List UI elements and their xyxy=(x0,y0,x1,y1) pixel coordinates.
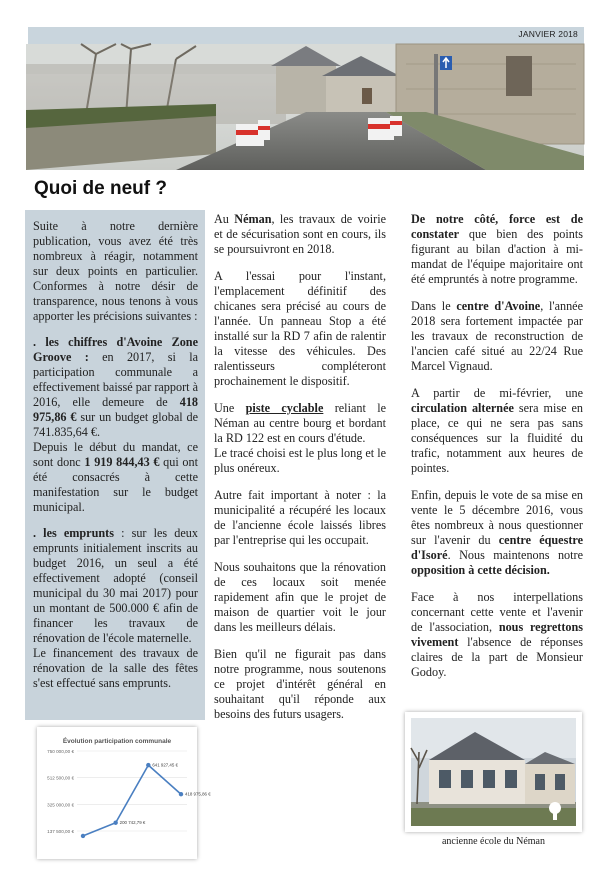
regrets: Face à nos interpellations concernant cette vente et l'avenir de l'association, nous regrettons vivement l'absence de réponses claires de la part de Monsieur Godoy. xyxy=(411,590,583,679)
hero-photo xyxy=(26,44,584,170)
old-school: Autre fait important à noter : la municipalité a récupéré les locaux de l'ancienne école laissés libres par l'entreprise qui les occupait. xyxy=(214,488,386,547)
info-sidebar xyxy=(25,210,205,720)
chart-y-tick-label: 137 500,00 € xyxy=(47,829,74,834)
sidebar-loans: . les emprunts : sur les deux emprunts initialement inscrits au budget 2016, un seul a été effectivement adopté (conseil municipal du 30 mai 2017) pour un montant de 500.000 € afin de financer les travaux de rénovation de l'école maternelle. xyxy=(33,526,198,645)
sidebar-intro: Suite à notre dernière publication, vous avez été très nombreux à réagir, notamment sur deux points en particulier. Conformes à notre désir de transparence, nous tenons à vous apporter les précisions suivantes : xyxy=(33,219,198,323)
chart-series-line xyxy=(83,762,181,836)
neman-works: Au Néman, les travaux de voirie et de sécurisation sont en cours, ils se poursuivront en 2018. xyxy=(214,212,387,256)
chart-data-label: 418 975,86 € xyxy=(185,791,211,797)
chart-point xyxy=(146,763,150,767)
page-title: Quoi de neuf ? xyxy=(34,178,167,199)
chart-y-tick-label: 750 000,00 € xyxy=(47,749,74,754)
support-project: Bien qu'il ne figurait pas dans notre programme, nous soutenons ce projet d'intérêt général en souhaitant qu'il réponde aux besoins des futurs usagers. xyxy=(214,647,386,721)
school-photo xyxy=(405,712,582,832)
sidebar-loans-note: Le financement des travaux de rénovation de la salle des fêtes s'est effectué sans emprunts. xyxy=(33,646,198,690)
header-band xyxy=(28,27,584,44)
cycle-path-note: Le tracé choisi est le plus long et le plus onéreux. xyxy=(214,446,386,475)
chart-point xyxy=(81,834,85,838)
chart-point xyxy=(113,821,117,825)
chart-point xyxy=(179,792,183,796)
chart-title: Évolution participation communale xyxy=(62,738,172,745)
column-middle xyxy=(214,212,386,734)
sidebar-mandate-total: Depuis le début du mandat, ce sont donc 1 919 844,43 € qui ont été consacrés à cette manifestation sur le budget municipal. xyxy=(33,440,198,514)
equestrian-centre: Enfin, depuis le vote de sa mise en vente le 5 décembre 2016, vous êtes nombreux à nous questionner sur l'avenir du centre équestre d'Isoré. Nous maintenons notre opposition à cette décision. xyxy=(411,488,583,577)
avoine-centre: Dans le centre d'Avoine, l'année 2018 sera fortement impactée par les travaux de reconstruction de l'ancien café situé au 22/24 Rue Marcel Vignaud. xyxy=(411,299,584,373)
alternate-traffic: A partir de mi-février, une circulation alternée sera mise en place, ce qui ne sera pas sans conséquences sur la fluidité du trafic, notamment aux heures de pointes. xyxy=(411,386,583,475)
cycle-path: Une piste cyclable reliant le Néman au centre bourg et bordant la RD 122 est en cours d'étude. xyxy=(214,401,386,445)
chart-data-label: 641 927,45 € xyxy=(152,762,178,768)
renovation-wish: Nous souhaitons que la rénovation de ces locaux soit menée rapidement afin que le projet de maison de quartier voit le jour dans les meilleurs délais. xyxy=(214,560,386,634)
column-right xyxy=(411,212,583,692)
our-side: De notre côté, force est de constater que bien des points figurant au bilan d'action à mi-mandat de l'équipe majoritaire ont été empruntés à notre programme. xyxy=(411,212,583,286)
issue-date: JANVIER 2018 xyxy=(518,29,578,39)
sidebar-avoine-zone-groove: . les chiffres d'Avoine Zone Groove : en 2017, si la participation communale a effectivement baissé par rapport à 2016, elle demeure de 418 975,86 € sur un budget global de 741.835,64 €. xyxy=(33,335,198,439)
participation-chart xyxy=(37,727,211,859)
chicanes: A l'essai pour l'instant, l'emplacement définitif des chicanes sera précisé au cours de l'année. Un panneau Stop a été installé sur la RD 7 afin de ralentir la vitesse des véhicules. Des ralentisseurs compléteront prochainement le dispositif. xyxy=(214,269,386,388)
chart-data-label: 200 742,79 € xyxy=(119,820,146,826)
chart-y-tick-label: 325 000,00 € xyxy=(47,802,74,808)
photo-caption: ancienne école du Néman xyxy=(441,836,545,847)
chart-y-tick-label: 512 500,00 € xyxy=(47,775,74,781)
